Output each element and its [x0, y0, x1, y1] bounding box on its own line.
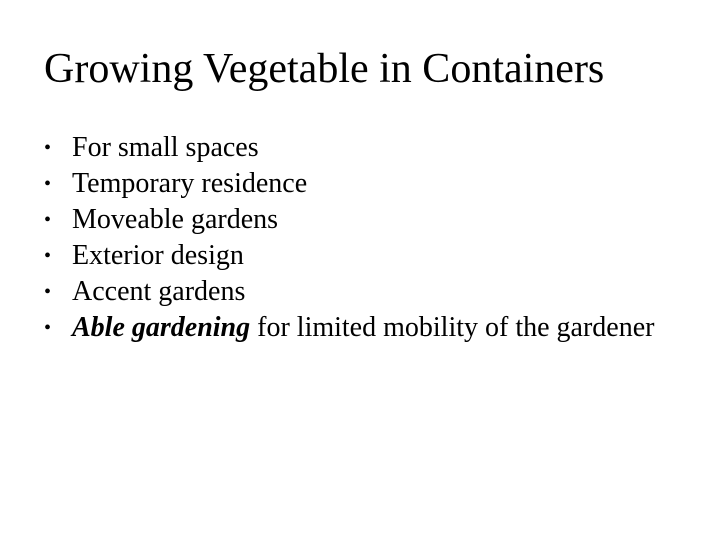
bullet-item: [44, 166, 684, 202]
bullet-icon: •: [44, 281, 52, 303]
bullet-item: [44, 274, 684, 310]
bullet-item: [44, 238, 684, 274]
bullet-item: [44, 130, 684, 166]
bullet-text: Exterior design: [72, 240, 244, 271]
bullet-text: Temporary residence: [72, 168, 308, 199]
bullet-emphasis: Able gardening: [72, 312, 251, 343]
bullet-item: [44, 310, 684, 346]
slide-title: Growing Vegetable in Containers: [44, 46, 605, 92]
bullet-icon: •: [44, 245, 52, 267]
bullet-icon: •: [44, 209, 52, 231]
bullet-icon: •: [44, 317, 52, 339]
bullet-text: Moveable gardens: [72, 204, 279, 235]
bullet-icon: •: [44, 173, 52, 195]
bullet-text: for limited mobility of the gardener: [250, 312, 655, 343]
bullet-text: For small spaces: [72, 132, 259, 163]
bullet-text: Accent gardens: [72, 276, 246, 307]
bullet-icon: •: [44, 137, 52, 159]
bullet-item: [44, 202, 684, 238]
bullet-list: [44, 130, 684, 346]
